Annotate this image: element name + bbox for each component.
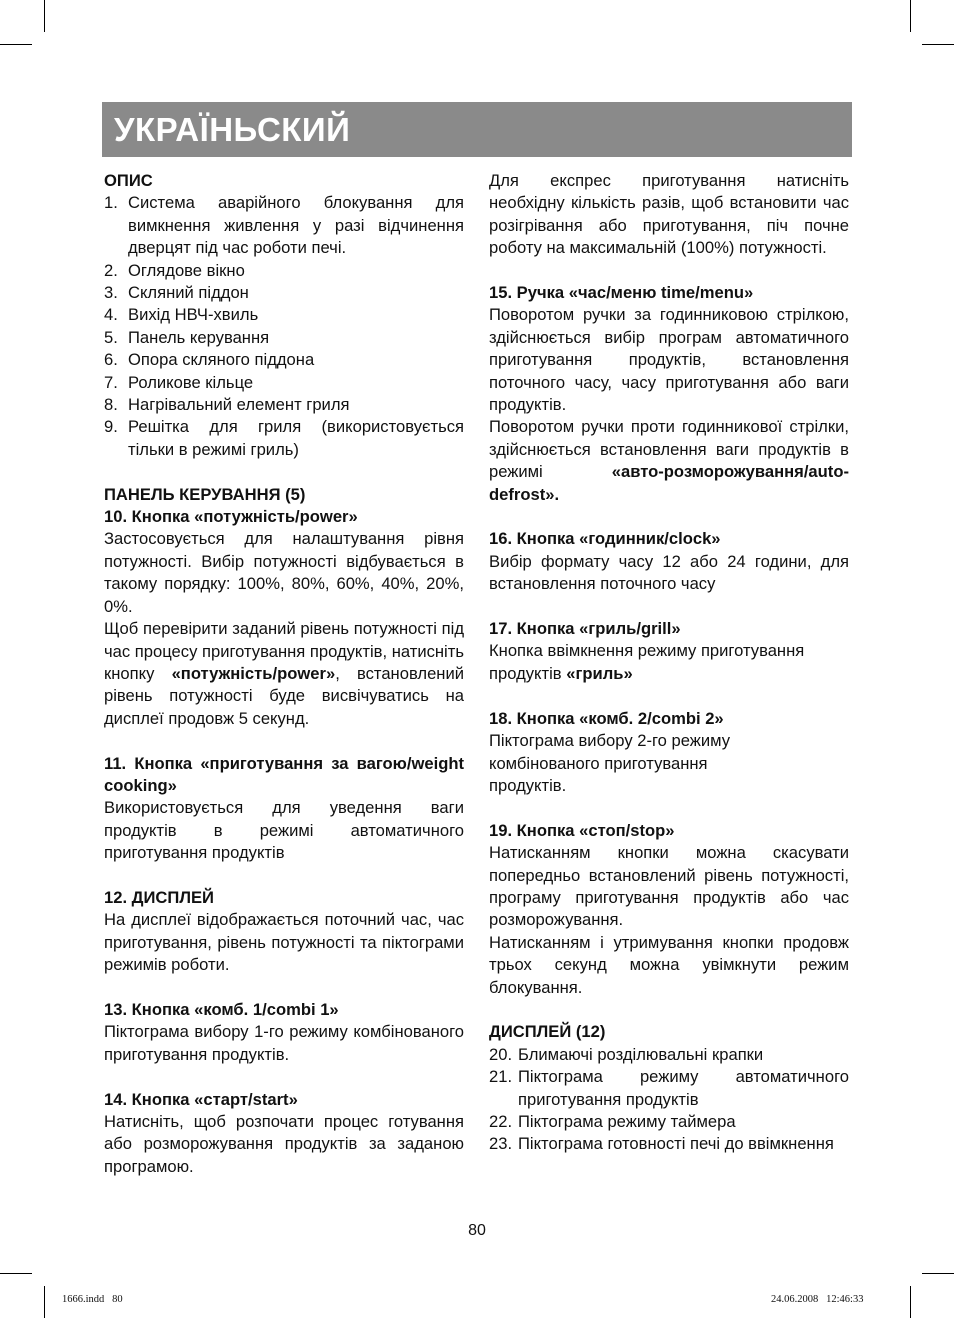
description-list [104,192,464,461]
list-item-text: Піктограма режиму таймера [518,1111,736,1131]
section-13-text: Піктограма вибору 1-го режиму комбінованого приготування продуктів. [104,1022,464,1064]
section-12-heading: 12. ДИСПЛЕЙ [104,887,214,907]
list-item-text: Опора скляного піддона [128,350,315,370]
section-10-text: Застосовується для налаштування рівня потужності. Вибір потужності відбувається в такому порядку: 100%, 80%, 60%, 40%, 20%, 0%. [104,529,464,616]
crop-mark [922,44,954,45]
section-18-heading: 18. Кнопка «комб. 2/combi 2» [489,708,724,728]
list-item-text: Піктограма режиму автоматичного приготування продуктів [518,1067,849,1109]
section-19-text: Натисканням кнопки можна скасувати попередньо встановлений рівень потужності, програму приготування продуктів або час розморожування. [489,843,849,930]
description-heading: ОПИС [104,171,153,190]
section-15-heading: 15. Ручка «час/меню time/menu» [489,283,754,303]
section-17-text: Кнопка ввімкнення режиму приготування продуктів «гриль» [489,641,805,683]
list-item [104,327,464,349]
crop-mark [910,1286,911,1318]
list-item-number: 1. [104,193,118,213]
list-item-number: 22. [489,1111,513,1131]
section-13-heading: 13. Кнопка «комб. 1/combi 1» [104,999,339,1019]
list-item-text: Блимаючі розділювальні крапки [518,1044,764,1064]
left-column [104,170,464,1178]
list-item-number: 6. [104,350,118,370]
list-item-number: 21. [489,1067,513,1087]
list-item [104,282,464,304]
list-item [104,304,464,326]
crop-mark [910,0,911,32]
list-item-number: 3. [104,283,118,303]
list-item [104,260,464,282]
crop-mark [0,44,32,45]
list-item-number: 2. [104,260,118,280]
language-banner [102,102,852,157]
crop-mark [44,0,45,32]
crop-mark [922,1273,954,1274]
list-item [104,394,464,416]
page-title: УКРАЇНЬСКИЙ [114,111,351,148]
section-14-heading: 14. Кнопка «старт/start» [104,1089,298,1109]
section-18-text: Піктограма вибору 2-го режиму комбінованого приготування продуктів. [489,731,731,795]
list-item-number: 8. [104,395,118,415]
section-14-text: Натисніть, щоб розпочати процес готування або розморожування продуктів за заданою програмою. [104,1111,464,1176]
section-10-text-2: Щоб перевірити заданий рівень потужності під час процесу приготування продуктів, натисніть кнопку «потужність/power», встановлений рівень потужності буде висвічуватись на дисплеї продовж 5 секунд. [104,619,464,728]
page-number: 80 [468,1222,486,1239]
express-cooking-text: Для експрес приготування натисніть необхідну кількість разів, щоб встановити час розігрівання або приготування, піч почне роботу на максимальній (100%) потужності. [489,171,849,258]
display-heading: ДИСПЛЕЙ (12) [489,1022,606,1042]
section-10-heading: 10. Кнопка «потужність/power» [104,507,358,527]
section-16-text: Вибір формату часу 12 або 24 години, для встановлення поточного часу [489,551,849,594]
list-item [489,1044,849,1066]
section-15-text-2: Поворотом ручки проти годинникової стрілки, здійснюється встановлення ваги продуктів в режимі «авто-розморожування/auto-defrost». [489,417,849,504]
list-item-text: Нагрівальний елемент гриля [128,395,350,415]
list-item-text: Вихід НВЧ-хвиль [128,305,259,325]
list-item [104,349,464,371]
list-item-text: Панель керування [128,327,270,347]
section-11-text: Використовується для уведення ваги продуктів в режимі автоматичного приготування продуктів [104,798,464,863]
list-item [104,192,464,259]
list-item-number: 5. [104,327,118,347]
list-item-number: 4. [104,305,118,325]
section-16-heading: 16. Кнопка «годинник/clock» [489,529,721,549]
right-column [489,170,849,1156]
crop-mark [0,1273,32,1274]
control-panel-heading: ПАНЕЛЬ КЕРУВАННЯ (5) [104,484,306,504]
list-item-text: Піктограма готовності печі до ввімкнення [518,1134,834,1154]
list-item [104,416,464,461]
list-item-number: 20. [489,1044,513,1064]
list-item-text: Решітка для гриля (використовується тільки в режимі гриль) [128,417,464,459]
date-slug: 24.06.2008 12:46:33 [771,1294,864,1305]
list-item-number: 7. [104,372,118,392]
section-11-heading: 11. Кнопка «приготування за вагою/weight cooking» [104,753,464,795]
list-item-number: 9. [104,417,118,437]
list-item-text: Система аварійного блокування для вимкнення живлення у разі відчинення дверцят під час роботи печі. [128,193,464,258]
section-17-heading: 17. Кнопка «гриль/grill» [489,619,681,639]
list-item [489,1111,849,1133]
list-item-text: Роликове кільце [128,372,254,392]
section-15-text: Поворотом ручки за годинниковою стрілкою, здійснюється вибір програм автоматичного приготування продуктів, встановлення поточного часу, часу приготування або ваги продуктів. [489,305,849,415]
section-12-text: На дисплеї відображається поточний час, час приготування, рівень потужності та піктограми режимів роботи. [104,910,464,975]
list-item [489,1066,849,1111]
list-item-number: 23. [489,1134,513,1154]
crop-mark [44,1286,45,1318]
display-list [489,1044,849,1156]
section-19-text-2: Натисканням і утримування кнопки продовж трьох секунд можна увімкнути режим блокування. [489,932,849,997]
list-item-text: Оглядове вікно [128,260,245,280]
section-19-heading: 19. Кнопка «стоп/stop» [489,820,675,840]
file-slug: 1666.indd 80 [62,1294,123,1305]
list-item [489,1133,849,1155]
list-item [104,372,464,394]
list-item-text: Скляний піддон [128,283,249,303]
